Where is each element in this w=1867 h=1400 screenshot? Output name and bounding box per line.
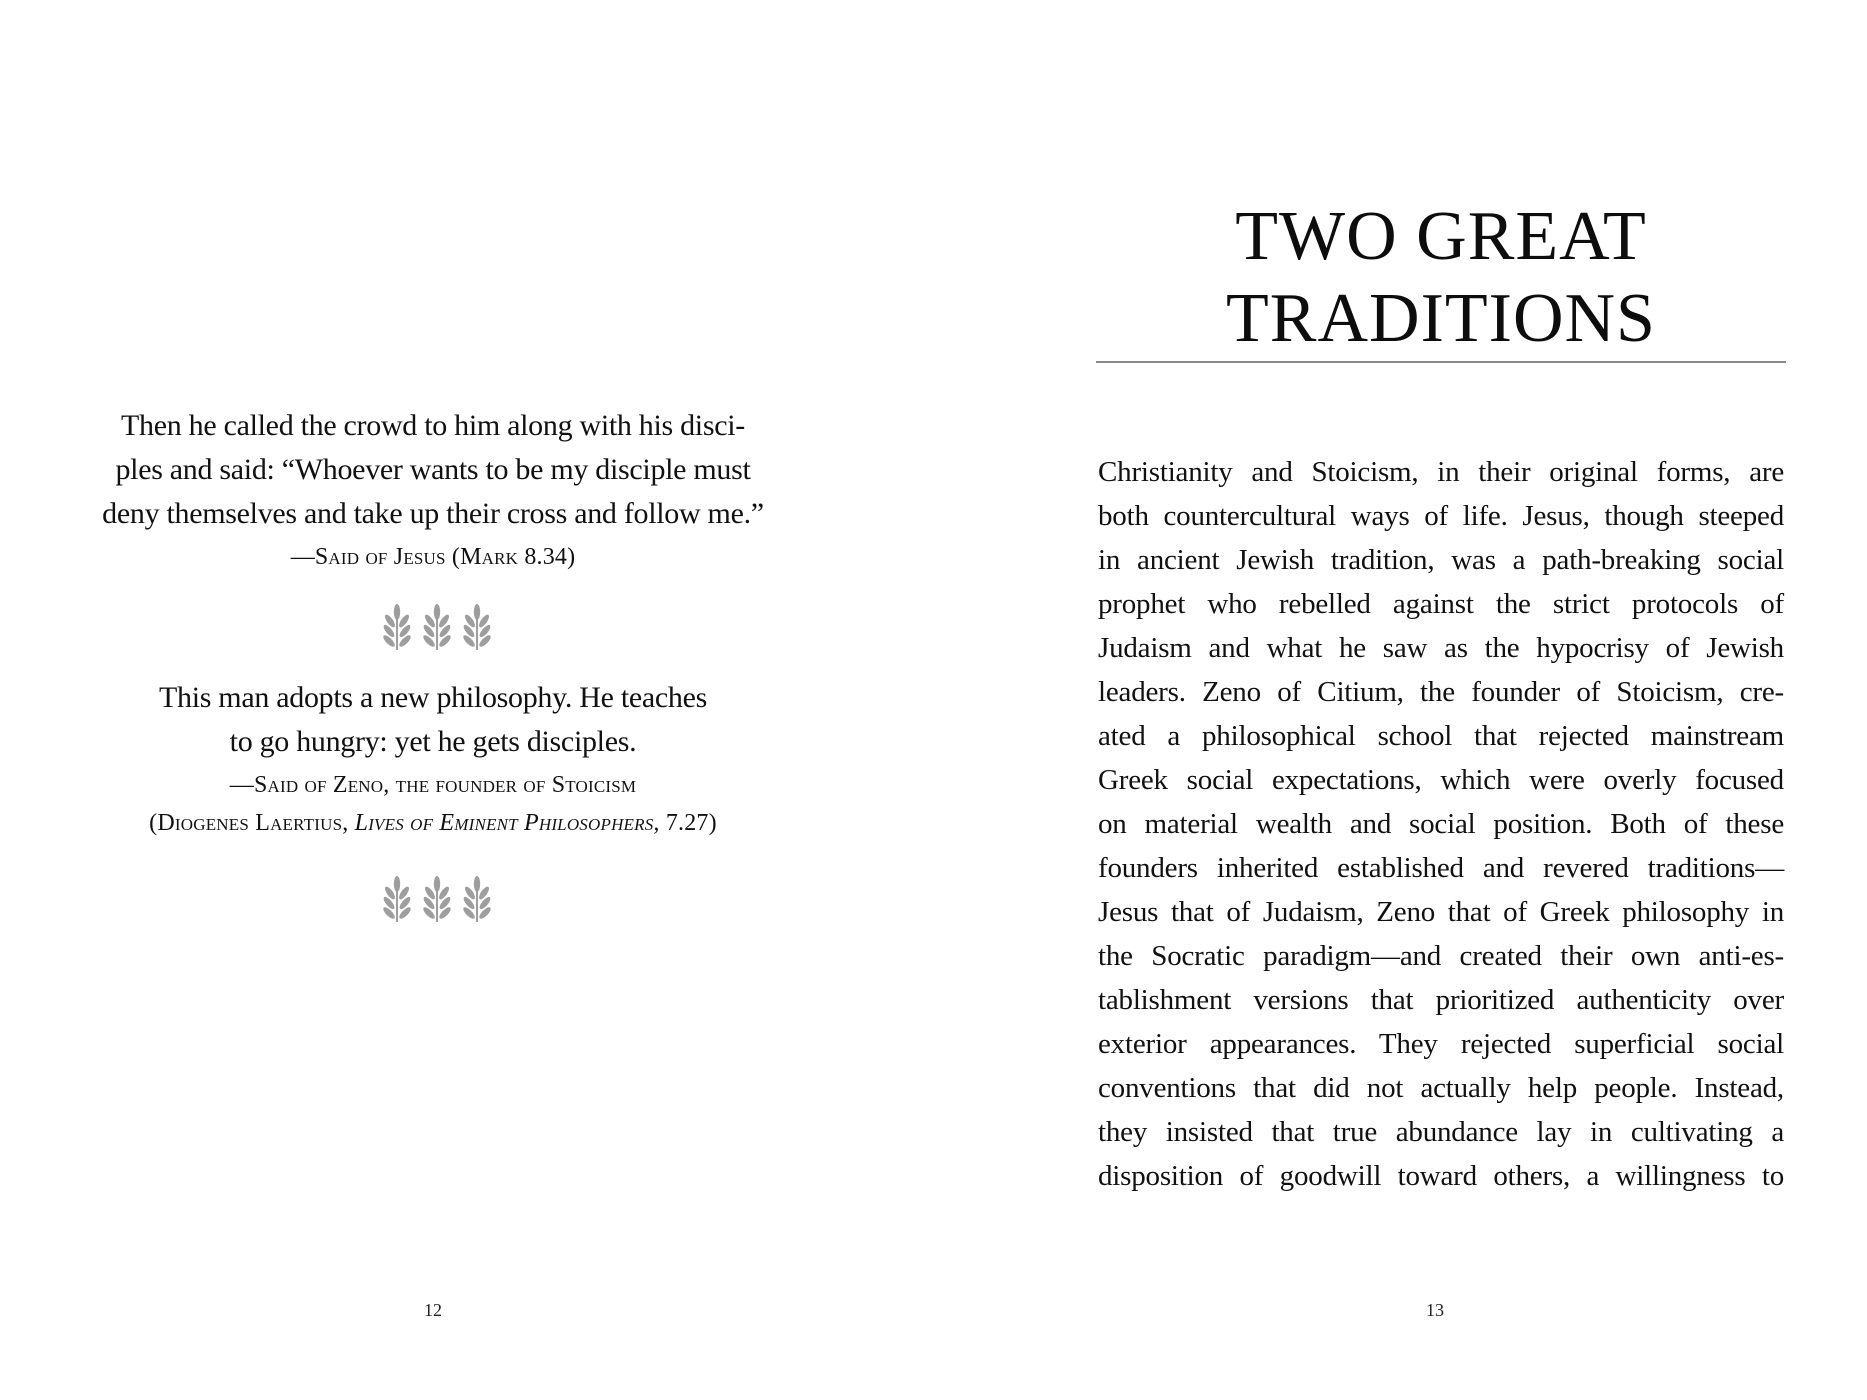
wheat-sprig-icon bbox=[460, 604, 494, 650]
attribution-reference: 7.27) bbox=[659, 810, 717, 836]
wheat-sprig-icon bbox=[420, 604, 454, 650]
body-line: Greek social expectations, which were overly focused bbox=[1098, 764, 1784, 796]
body-line: Christianity and Stoicism, in their original forms, are bbox=[1098, 456, 1784, 488]
body-line: exterior appearances. They rejected superficial social bbox=[1098, 1028, 1784, 1060]
section-ornament bbox=[380, 603, 494, 651]
attribution-text: —Said of Zeno, the founder of Stoicism bbox=[229, 772, 637, 798]
body-line: on material wealth and social position. Both of these bbox=[1098, 808, 1784, 840]
right-page bbox=[1000, 0, 1867, 1400]
body-line: both countercultural ways of life. Jesus, though steeped bbox=[1098, 500, 1784, 532]
page-number-right: 13 bbox=[1426, 1300, 1444, 1320]
title-divider bbox=[1096, 361, 1786, 363]
wheat-sprig-icon bbox=[380, 876, 414, 922]
body-line: Judaism and what he saw as the hypocrisy of Jewish bbox=[1098, 632, 1784, 664]
body-line: founders inherited established and revered traditions— bbox=[1098, 852, 1784, 884]
quote-line: deny themselves and take up their cross and follow me.” bbox=[102, 497, 764, 530]
chapter-title-line: TWO GREAT bbox=[1235, 198, 1647, 275]
page-number-left: 12 bbox=[424, 1300, 442, 1320]
epigraph-jesus bbox=[60, 404, 806, 576]
quote-line: ples and said: “Whoever wants to be my disciple must bbox=[115, 453, 751, 486]
body-line: disposition of goodwill toward others, a willingness to bbox=[1098, 1160, 1784, 1192]
left-page bbox=[0, 0, 866, 1400]
body-line: the Socratic paradigm—and created their own anti-es- bbox=[1098, 940, 1784, 972]
body-line: in ancient Jewish tradition, was a path-breaking social bbox=[1098, 544, 1784, 576]
attribution-work-title: Lives of Eminent Philosophers, bbox=[354, 810, 660, 836]
chapter-title bbox=[1096, 196, 1786, 360]
attribution-text: —Said of Jesus (Mark 8.34) bbox=[290, 544, 576, 570]
body-line: prophet who rebelled against the strict protocols of bbox=[1098, 588, 1784, 620]
attribution bbox=[60, 766, 806, 804]
wheat-sprig-icon bbox=[420, 876, 454, 922]
quote-line: This man adopts a new philosophy. He teaches bbox=[158, 681, 708, 714]
attribution-source bbox=[60, 804, 806, 842]
attribution bbox=[60, 538, 806, 576]
wheat-sprig-icon bbox=[380, 604, 414, 650]
body-line: leaders. Zeno of Citium, the founder of Stoicism, cre- bbox=[1098, 676, 1784, 708]
body-line: ated a philosophical school that rejected mainstream bbox=[1098, 720, 1784, 752]
chapter-body bbox=[1098, 450, 1784, 1198]
chapter-title-line: TRADITIONS bbox=[1226, 280, 1656, 357]
body-line: they insisted that true abundance lay in cultivating a bbox=[1098, 1116, 1784, 1148]
wheat-sprig-icon bbox=[460, 876, 494, 922]
body-line: conventions that did not actually help people. Instead, bbox=[1098, 1072, 1784, 1104]
quote-line: to go hungry: yet he gets disciples. bbox=[229, 725, 637, 758]
quote-line: Then he called the crowd to him along with his disci- bbox=[121, 409, 745, 442]
epigraph-zeno bbox=[60, 676, 806, 842]
body-line: tablishment versions that prioritized authenticity over bbox=[1098, 984, 1784, 1016]
attribution-author: (Diogenes Laertius, bbox=[149, 810, 355, 836]
section-ornament bbox=[380, 875, 494, 923]
body-line: Jesus that of Judaism, Zeno that of Greek philosophy in bbox=[1098, 896, 1784, 928]
